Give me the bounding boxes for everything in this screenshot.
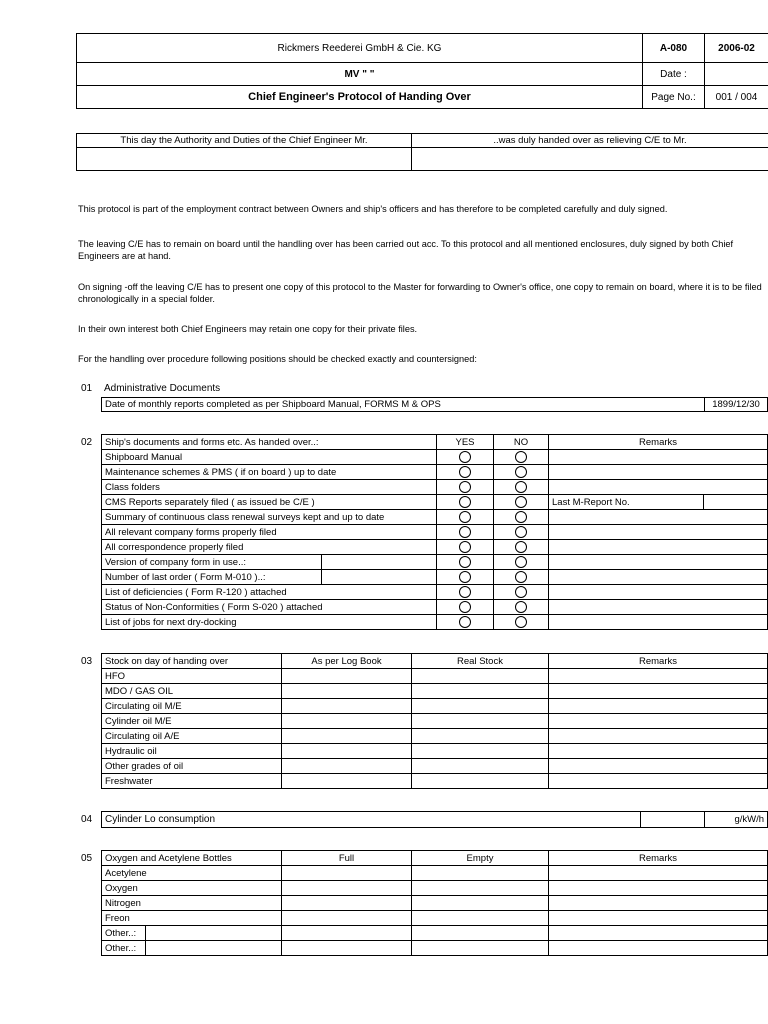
remarks-header: Remarks (549, 435, 768, 450)
yes-radio[interactable] (459, 526, 471, 538)
table-row (102, 911, 768, 926)
remarks-field[interactable] (549, 570, 768, 585)
table-row (102, 684, 768, 699)
remarks-field[interactable] (549, 714, 768, 729)
paragraph-4: In their own interest both Chief Engineers may retain one copy for their private files. (78, 324, 418, 334)
real-stock-field[interactable] (412, 759, 549, 774)
stock-item-label: Freshwater (102, 774, 282, 789)
section-02-table (101, 434, 768, 630)
item-label: Shipboard Manual (102, 450, 437, 465)
no-radio[interactable] (515, 511, 527, 523)
full-field[interactable] (282, 896, 412, 911)
real-stock-field[interactable] (412, 684, 549, 699)
stock-item-label: MDO / GAS OIL (102, 684, 282, 699)
bottle-item-label: Other..: (102, 926, 146, 941)
section-01-number: 01 (81, 383, 93, 394)
item-label: Version of company form in use..: (102, 555, 322, 570)
bottle-item-label: Acetylene (102, 866, 282, 881)
empty-field[interactable] (412, 866, 549, 881)
table-row (102, 896, 768, 911)
remarks-field[interactable] (549, 774, 768, 789)
yes-radio[interactable] (459, 586, 471, 598)
bottle-item-label: Nitrogen (102, 896, 282, 911)
table-row (102, 540, 768, 555)
table-row (102, 669, 768, 684)
remarks-field[interactable] (549, 525, 768, 540)
item-label: Class folders (102, 480, 437, 495)
real-stock-field[interactable] (412, 699, 549, 714)
table-row (102, 744, 768, 759)
log-book-field[interactable] (282, 744, 412, 759)
item-label: All relevant company forms properly filed (102, 525, 437, 540)
full-field[interactable] (282, 866, 412, 881)
empty-field[interactable] (412, 911, 549, 926)
remarks-field[interactable] (549, 699, 768, 714)
no-radio[interactable] (515, 541, 527, 553)
remarks-field[interactable] (549, 450, 768, 465)
table-row (102, 525, 768, 540)
real-stock-field[interactable] (412, 774, 549, 789)
remarks-field[interactable] (549, 684, 768, 699)
table-row (102, 774, 768, 789)
bottle-item-label: Freon (102, 911, 282, 926)
item-label: Status of Non-Conformities ( Form S-020 ) attached (102, 600, 437, 615)
real-stock-field[interactable] (412, 744, 549, 759)
section-04-number: 04 (81, 814, 93, 825)
table-row (102, 941, 768, 956)
log-book-field[interactable] (282, 774, 412, 789)
remarks-field[interactable] (549, 941, 768, 956)
table-row (102, 866, 768, 881)
form-date: 2006-02 (705, 34, 768, 63)
remarks-field[interactable] (549, 881, 768, 896)
no-radio[interactable] (515, 601, 527, 613)
remarks-field[interactable] (549, 585, 768, 600)
monthly-reports-date[interactable]: 1899/12/30 (705, 398, 768, 412)
item-label: Maintenance schemes & PMS ( if on board ) up to date (102, 465, 437, 480)
yes-radio[interactable] (459, 466, 471, 478)
item-label: Number of last order ( Form M-010 )..: (102, 570, 322, 585)
yes-radio[interactable] (459, 541, 471, 553)
stock-item-label: Cylinder oil M/E (102, 714, 282, 729)
section-05-table (101, 850, 768, 956)
table-row (102, 881, 768, 896)
no-radio[interactable] (515, 616, 527, 628)
real-stock-field[interactable] (412, 714, 549, 729)
empty-field[interactable] (412, 941, 549, 956)
log-book-field[interactable] (282, 669, 412, 684)
remarks-field[interactable] (549, 744, 768, 759)
bottle-item-label: Oxygen (102, 881, 282, 896)
cylinder-lo-label: Cylinder Lo consumption (102, 812, 641, 828)
item-label: Summary of continuous class renewal surveys kept and up to date (102, 510, 437, 525)
remarks-field[interactable] (549, 465, 768, 480)
remarks-field[interactable] (549, 926, 768, 941)
no-radio[interactable] (515, 451, 527, 463)
table-row (102, 759, 768, 774)
cylinder-lo-unit: g/kW/h (705, 812, 768, 828)
table-row (102, 495, 768, 510)
table-row (102, 926, 768, 941)
table-row (102, 510, 768, 525)
log-book-field[interactable] (282, 759, 412, 774)
stock-item-label: Circulating oil A/E (102, 729, 282, 744)
handover-table (76, 133, 768, 171)
last-m-report-label: Last M-Report No. (549, 495, 704, 510)
other-bottle-name-field[interactable] (146, 926, 282, 941)
stock-header: Stock on day of handing over (102, 654, 282, 669)
page-title: Chief Engineer's Protocol of Handing Over (77, 86, 643, 109)
remarks-field[interactable] (549, 669, 768, 684)
item-label: All correspondence properly filed (102, 540, 437, 555)
no-radio[interactable] (515, 526, 527, 538)
remarks-field[interactable] (549, 911, 768, 926)
paragraph-3: On signing -off the leaving C/E has to present one copy of this protocol to the Master for forwarding to Owner's office, one copy to remain on board, where it is to be filed chronologically in a special folder. (78, 282, 762, 304)
leaving-ce-name-field[interactable] (77, 148, 412, 171)
relieving-ce-name-field[interactable] (412, 148, 768, 171)
bottles-remarks-header: Remarks (549, 851, 768, 866)
full-field[interactable] (282, 941, 412, 956)
remarks-field[interactable] (549, 480, 768, 495)
remarks-field[interactable] (549, 729, 768, 744)
log-book-field[interactable] (282, 729, 412, 744)
table-row (102, 570, 768, 585)
yes-header: YES (437, 435, 494, 450)
no-radio[interactable] (515, 571, 527, 583)
section-04-table (101, 811, 768, 828)
no-radio[interactable] (515, 586, 527, 598)
full-field[interactable] (282, 881, 412, 896)
remarks-field[interactable] (549, 615, 768, 630)
yes-radio[interactable] (459, 451, 471, 463)
table-row (102, 714, 768, 729)
full-field[interactable] (282, 926, 412, 941)
company-name: Rickmers Reederei GmbH & Cie. KG (77, 34, 643, 63)
no-radio[interactable] (515, 496, 527, 508)
vessel-name: MV " " (77, 63, 643, 86)
yes-radio[interactable] (459, 511, 471, 523)
empty-field[interactable] (412, 926, 549, 941)
full-header: Full (282, 851, 412, 866)
table-row (102, 555, 768, 570)
stock-item-label: Circulating oil M/E (102, 699, 282, 714)
log-book-field[interactable] (282, 699, 412, 714)
yes-radio[interactable] (459, 496, 471, 508)
remarks-field[interactable] (549, 555, 768, 570)
remarks-field[interactable] (549, 600, 768, 615)
table-row (102, 480, 768, 495)
table-row (102, 699, 768, 714)
yes-radio[interactable] (459, 601, 471, 613)
yes-radio[interactable] (459, 571, 471, 583)
table-row (102, 600, 768, 615)
page-number: 001 / 004 (705, 86, 768, 109)
no-radio[interactable] (515, 556, 527, 568)
yes-radio[interactable] (459, 556, 471, 568)
section-05-number: 05 (81, 853, 93, 864)
remarks-field[interactable] (549, 510, 768, 525)
last-order-field[interactable] (322, 570, 437, 585)
remarks-field[interactable] (549, 896, 768, 911)
empty-field[interactable] (412, 896, 549, 911)
real-stock-field[interactable] (412, 729, 549, 744)
section-03-table (101, 653, 768, 789)
yes-radio[interactable] (459, 616, 471, 628)
stock-item-label: Other grades of oil (102, 759, 282, 774)
table-row (102, 615, 768, 630)
stock-item-label: Hydraulic oil (102, 744, 282, 759)
form-version-field[interactable] (322, 555, 437, 570)
log-book-field[interactable] (282, 684, 412, 699)
section-01-title: Administrative Documents (104, 383, 221, 394)
remarks-field[interactable] (549, 759, 768, 774)
real-stock-header: Real Stock (412, 654, 549, 669)
handover-left-label: This day the Authority and Duties of the Chief Engineer Mr. (77, 134, 412, 148)
remarks-field[interactable] (549, 540, 768, 555)
empty-header: Empty (412, 851, 549, 866)
no-radio[interactable] (515, 481, 527, 493)
table-row (102, 465, 768, 480)
header-table (76, 33, 768, 109)
bottle-item-label: Other..: (102, 941, 146, 956)
monthly-reports-label: Date of monthly reports completed as per Shipboard Manual, FORMS M & OPS (102, 398, 705, 412)
cylinder-lo-value-field[interactable] (641, 812, 705, 828)
section-03-number: 03 (81, 656, 93, 667)
paragraph-1: This protocol is part of the employment contract between Owners and ship's officers and has therefore to be completed carefully and duly signed. (78, 204, 668, 214)
table-row (102, 585, 768, 600)
real-stock-field[interactable] (412, 669, 549, 684)
other-bottle-name-field[interactable] (146, 941, 282, 956)
log-book-field[interactable] (282, 714, 412, 729)
stock-remarks-header: Remarks (549, 654, 768, 669)
handover-right-label: ..was duly handed over as relieving C/E to Mr. (412, 134, 768, 148)
table-row (102, 450, 768, 465)
item-label: List of jobs for next dry-docking (102, 615, 437, 630)
form-code: A-080 (643, 34, 705, 63)
no-radio[interactable] (515, 466, 527, 478)
yes-radio[interactable] (459, 481, 471, 493)
page-no-label: Page No.: (643, 86, 705, 109)
item-label: CMS Reports separately filed ( as issued be C/E ) (102, 495, 437, 510)
item-label: List of deficiencies ( Form R-120 ) attached (102, 585, 437, 600)
stock-item-label: HFO (102, 669, 282, 684)
empty-field[interactable] (412, 881, 549, 896)
section-01-table (101, 397, 768, 412)
paragraph-5: For the handling over procedure following positions should be checked exactly and countersigned: (78, 354, 477, 364)
log-book-header: As per Log Book (282, 654, 412, 669)
section-02-number: 02 (81, 437, 93, 448)
bottles-header: Oxygen and Acetylene Bottles (102, 851, 282, 866)
date-label: Date : (643, 63, 705, 86)
no-header: NO (494, 435, 549, 450)
section-02-header: Ship's documents and forms etc. As handed over..: (102, 435, 437, 450)
full-field[interactable] (282, 911, 412, 926)
remarks-field[interactable] (549, 866, 768, 881)
date-field[interactable] (705, 63, 768, 86)
last-m-report-field[interactable] (704, 495, 768, 510)
table-row (102, 729, 768, 744)
paragraph-2: The leaving C/E has to remain on board until the handling over has been carried out acc. To this protocol and all mentioned enclosures, duly signed by both Chief Engineers are at hand. (78, 239, 734, 261)
